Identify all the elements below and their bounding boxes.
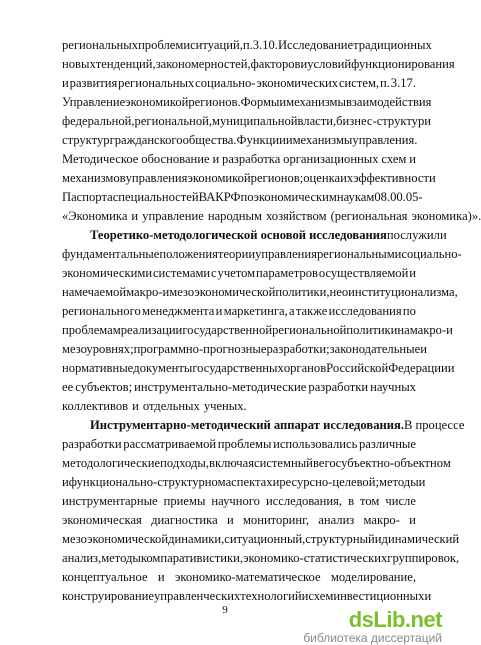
text-line: ее субъектов; инструментально-методические разработки научных bbox=[62, 380, 416, 394]
text-line: структур гражданского общества. Функции и механизмы управления. bbox=[62, 133, 418, 147]
text-line: Паспорта специальностей ВАК РФ по экономическим наукам 08.00.05 - bbox=[62, 190, 423, 204]
text-line: намечаемой макро- и мезоэкономической политики, неоинституционализма, bbox=[62, 285, 458, 299]
text-line: Методическое обоснование и разработка организационных схем и bbox=[62, 152, 416, 166]
paragraph-2-first-line bbox=[90, 226, 447, 245]
text-line: мезоуровнях; программно-прогнозные разработки; законодательные и bbox=[62, 342, 427, 356]
text-line: экономическая диагностика и мониторинг, анализ макро- и bbox=[62, 513, 416, 527]
text-line: методологические подходы, включая системный в его субъектно-объектном bbox=[62, 456, 451, 470]
text-line: мезоэкономической динамики, ситуационный, структурный и динамический bbox=[62, 532, 460, 546]
text-line: инструментарные приемы научного исследования, в том числе bbox=[62, 494, 416, 508]
paragraph-2-lead: Теоретико-методологической основой исследования bbox=[90, 228, 387, 242]
paragraph-2-lead-rest: послужили bbox=[386, 228, 447, 242]
paragraph-3-lead-rest: В процессе bbox=[403, 418, 465, 432]
text-line: и развития региональных социально- экономических систем, п. 3.17. bbox=[62, 76, 416, 90]
text-line: экономическими системами с учетом параметров осуществляемой и bbox=[62, 266, 416, 280]
text-line: регионального менеджмента и маркетинга, а также исследования по bbox=[62, 304, 416, 318]
paragraph-3-first-line bbox=[90, 416, 465, 435]
text-line: региональных проблем и ситуаций, п. 3.10. Исследование традиционных bbox=[62, 38, 432, 52]
text-line: концептуальное и экономико-математическое моделирование, bbox=[62, 570, 416, 584]
watermark-subtitle: библиотека диссертаций bbox=[303, 631, 442, 645]
text-line: «Экономика и управление народным хозяйством (региональная экономика)». bbox=[62, 209, 481, 223]
text-line: и функционально-структурном аспектах и ресурсно-целевой; методы и bbox=[62, 475, 426, 489]
text-line: коллективов и отдельных ученых. bbox=[62, 399, 247, 413]
paragraph-3-lead: Инструментарно-методический аппарат исследования. bbox=[90, 418, 404, 432]
page-number: 9 bbox=[222, 604, 228, 616]
text-line: механизмов управления экономикой регионов; оценка их эффективности bbox=[62, 171, 436, 185]
text-line: новых тенденций, закономерностей, факторов и условий функционирования bbox=[62, 57, 455, 71]
text-line: проблемам реализации государственной региональной политики на макро- и bbox=[62, 323, 453, 337]
text-line: Управление экономикой регионов. Формы и механизмы взаимодействия bbox=[62, 95, 432, 109]
watermark-logo[interactable]: dsLib.net bbox=[348, 607, 442, 632]
text-line: фундаментальные положения теории управления региональными социально- bbox=[62, 247, 462, 261]
text-line: федеральной, региональной, муниципальной власти, бизнес-структур и bbox=[62, 114, 431, 128]
text-line: разработки рассматриваемой проблемы использовались различные bbox=[62, 437, 416, 451]
text-line: анализ, методы компаративистики, экономико-статистических группировок, bbox=[62, 551, 460, 565]
text-line: конструирование управленческих технологий и схем инвестиционных и bbox=[62, 589, 432, 603]
text-line: нормативные документы государственных органов Российской Федерации и bbox=[62, 361, 455, 375]
